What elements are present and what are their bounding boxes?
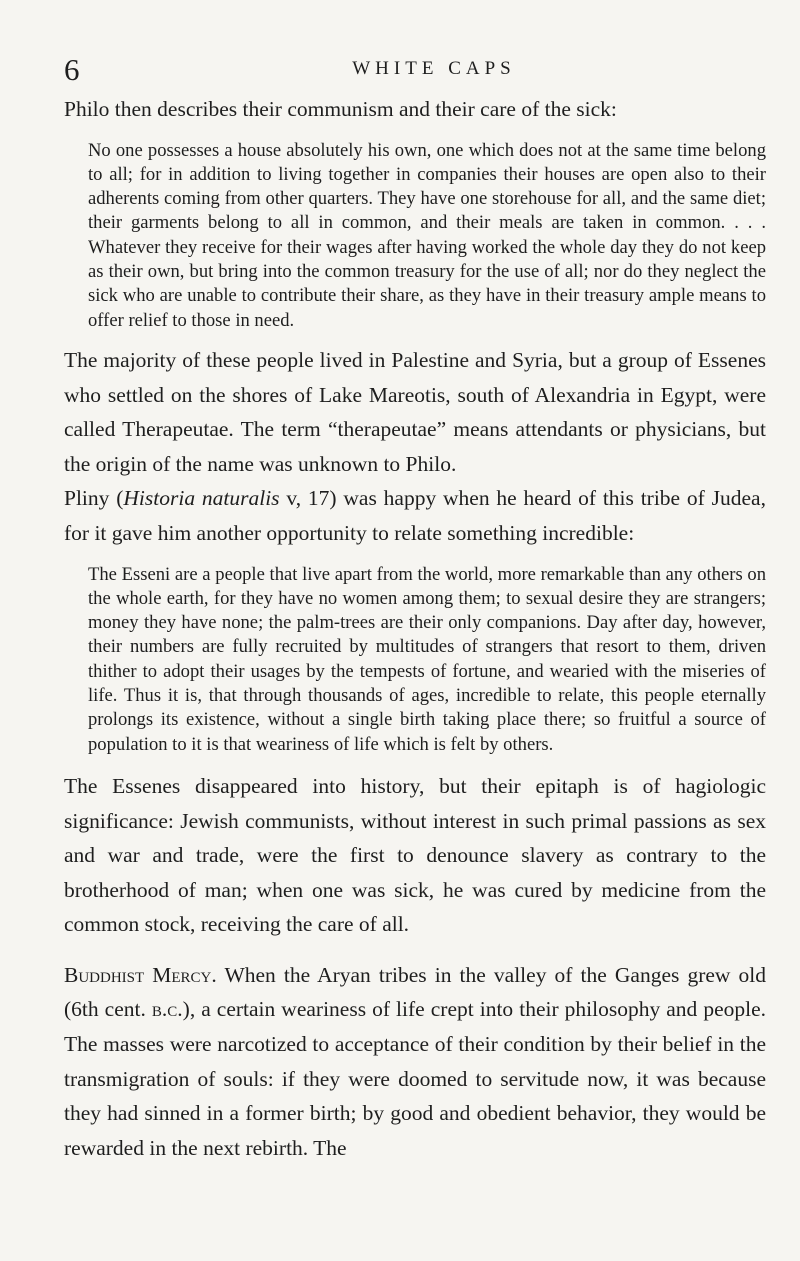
pliny-quote: The Esseni are a people that live apart from the world, more remarkable than any others on the whole earth, for they have no women among them; to sexual desire they are strangers; money they have none; the palm-trees are their only companions. Day after day, however, their numbers are fully recruited by multitudes of strangers that resort to them, driven thither to adopt their usages by the tempests of fortune, and wearied with the miseries of life. Thus it is, that through thousands of ages, incredible to relate, this people eternally prolongs its existence, without a single birth taking place there; so fruitful a source of population to it is that weariness of life which is felt by others. — [88, 563, 766, 755]
section-heading: Buddhist Mercy. — [64, 962, 217, 987]
pliny-rest: v, 17) was happy when he heard of this tribe of Judea, for it gave him another opportunity to relate something incredible: — [64, 486, 766, 545]
essenes-epitaph-paragraph: The Essenes disappeared into history, but their epitaph is of hagiologic significance: Jewish communists, without interest in such primal passions as sex and war and trade, were the first to denounce slavery as contrary to the brotherhood of man; when one was sick, he was cured by medicine from the common stock, receiving the care of all. — [64, 773, 766, 937]
work-title: Historia naturalis — [123, 486, 280, 511]
era-abbreviation: b.c. — [151, 997, 183, 1022]
buddhist-text-b: ), a certain weariness of life crept into their philosophy and people. The masses were narcotized to acceptance of their condition by their belief in the transmigration of souls: if they were doomed to servitude now, it was because they had sinned in a former birth; by good and obedient behavior, they would be rewarded in the next rebirth. The — [64, 997, 766, 1160]
page-number: 6 — [64, 52, 80, 87]
intro-paragraph: Philo then describes their communism and their care of the sick: — [64, 97, 617, 121]
pliny-intro: Pliny ( — [64, 486, 124, 511]
therapeutae-paragraph: The majority of these people lived in Palestine and Syria, but a group of Essenes who settled on the shores of Lake Mareotis, south of Alexandria in Egypt, were called Therapeutae. The term “therapeutae” means attendants or physicians, but the origin of the name was unknown to Philo. — [64, 347, 766, 476]
buddhist-text-a: When the Aryan tribes in the valley of the Ganges grew old (6th cent. — [64, 962, 766, 1022]
philo-quote: No one possesses a house absolutely his own, one which does not at the same time belong to all; for in addition to living together in companies their houses are open also to their adherents coming from other quarters. They have one storehouse for all, and the same diet; their garments belong to all in common, and their meals are taken in common. . . . Whatever they receive for their wages after having worked the whole day they do not keep as their own, but bring into the common treasury for the use of all; nor do they neglect the sick who are unable to contribute their share, as they have in their treasury ample means to offer relief to those in need. — [88, 139, 766, 331]
page-header — [64, 50, 764, 90]
pliny-paragraph — [64, 481, 766, 550]
buddhist-mercy-paragraph — [64, 958, 766, 1166]
running-head: WHITE CAPS — [352, 58, 516, 79]
body-text — [64, 92, 766, 1165]
